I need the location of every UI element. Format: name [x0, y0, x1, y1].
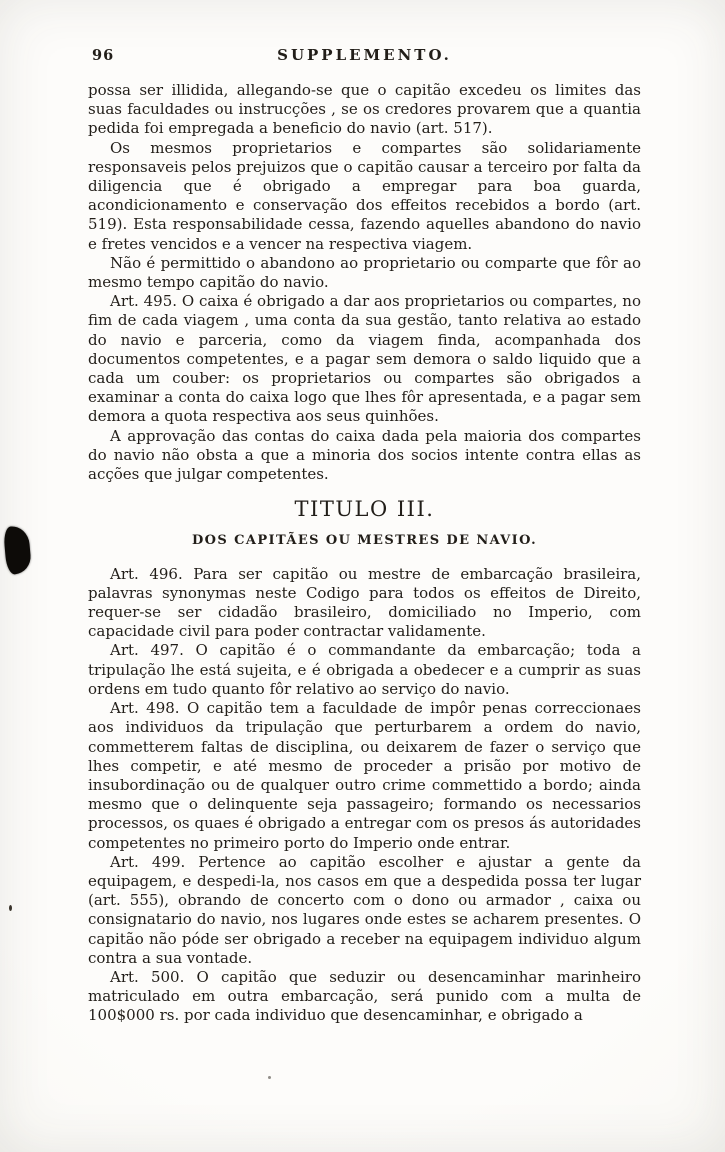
page-header [88, 46, 641, 68]
section-subtitle: DOS CAPITÃES OU MESTRES DE NAVIO. [191, 533, 538, 549]
paragraph: A approvação das contas do caixa dada pela maioria dos compartes do navio não obsta a que a minoria dos socios intente contra ellas as acções que julgar competentes. [88, 426, 641, 484]
paragraph: Art. 499. Pertence ao capitão escolher e ajustar a gente da equipagem, e despedi-la, nos casos em que a despedida possa ter lugar (art. 555), obrando de concerto com o dono ou armador , caixa ou consignatario do navio, nos lugares onde estes se acharem presentes. O capitão não póde ser obrigado a receber na equipagem individuo algum contra a sua vontade. [88, 852, 641, 967]
paragraph: possa ser illidida, allegando-se que o capitão excedeu os limites das suas faculdades ou instrucções , se os credores provarem que a quantia pedida foi empregada a beneficio do navio (art. 517). [88, 81, 641, 138]
ink-blot-artifact [3, 525, 32, 575]
paragraph: Não é permittido o abandono ao proprietario ou comparte que fôr ao mesmo tempo capitão do navio. [88, 253, 641, 292]
paragraph: Art. 495. O caixa é obrigado a dar aos proprietarios ou compartes, no fim de cada viagem , uma conta da sua gestão, tanto relativa ao estado do navio e parceria, como da viagem finda, acompanhada dos documentos competentes, e a pagar sem demora o saldo liquido que a cada um couber: os proprietarios ou compartes são obrigados a examinar a conta do caixa logo que lhes fôr apresentada, e a pagar sem demora a quota respectiva aos seus quinhões. [88, 292, 641, 426]
page-number: 96 [92, 47, 115, 64]
scan-speck [268, 1076, 271, 1079]
paragraph: Art. 500. O capitão que seduzir ou desencaminhar marinheiro matriculado em outra embarcação, será punido com a multa de 100$000 rs. por cada individuo que desencaminhar, e obrigado a [88, 967, 641, 1025]
paragraph: Os mesmos proprietarios e compartes são solidariamente responsaveis pelos prejuizos que o capitão causar a terceiro por falta da diligencia que é obrigado a empregar para boa guarda, acondicionamento e conservação dos effeitos recebidos a bordo (art. 519). Esta responsabilidade cessa, fazendo aquelles abandono do navio e fretes vencidos e a vencer na respectiva viagem. [88, 138, 641, 253]
running-title: SUPPLEMENTO. [277, 46, 452, 64]
paragraph: Art. 498. O capitão tem a faculdade de impôr penas correccionaes aos individuos da tripulação que perturbarem a ordem do navio, commetterem faltas de disciplina, ou deixarem de fazer o serviço que lhes competir, e até mesmo de proceder a prisão por motivo de insubordinação ou de qualquer outro crime commettido a bordo; ainda mesmo que o delinquente seja passageiro; formando os necessarios processos, os quaes é obrigado a entregar com os presos ás autoridades competentes no primeiro porto do Imperio onde entrar. [88, 699, 641, 852]
scan-speck [9, 905, 12, 911]
section-title: TITULO III. [294, 497, 435, 522]
paragraph: Art. 496. Para ser capitão ou mestre de embarcação brasileira, palavras synonymas neste Codigo para todos os effeitos de Direito, requer-se ser cidadão brasileiro, domiciliado no Imperio, com capacidade civil para poder contractar validamente. [88, 564, 641, 641]
page-body [88, 81, 641, 1026]
paragraph: Art. 497. O capitão é o commandante da embarcação; toda a tripulação lhe está sujeita, e é obrigada a obedecer e a cumprir as suas ordens em tudo quanto fôr relativo ao serviço do navio. [88, 641, 641, 698]
